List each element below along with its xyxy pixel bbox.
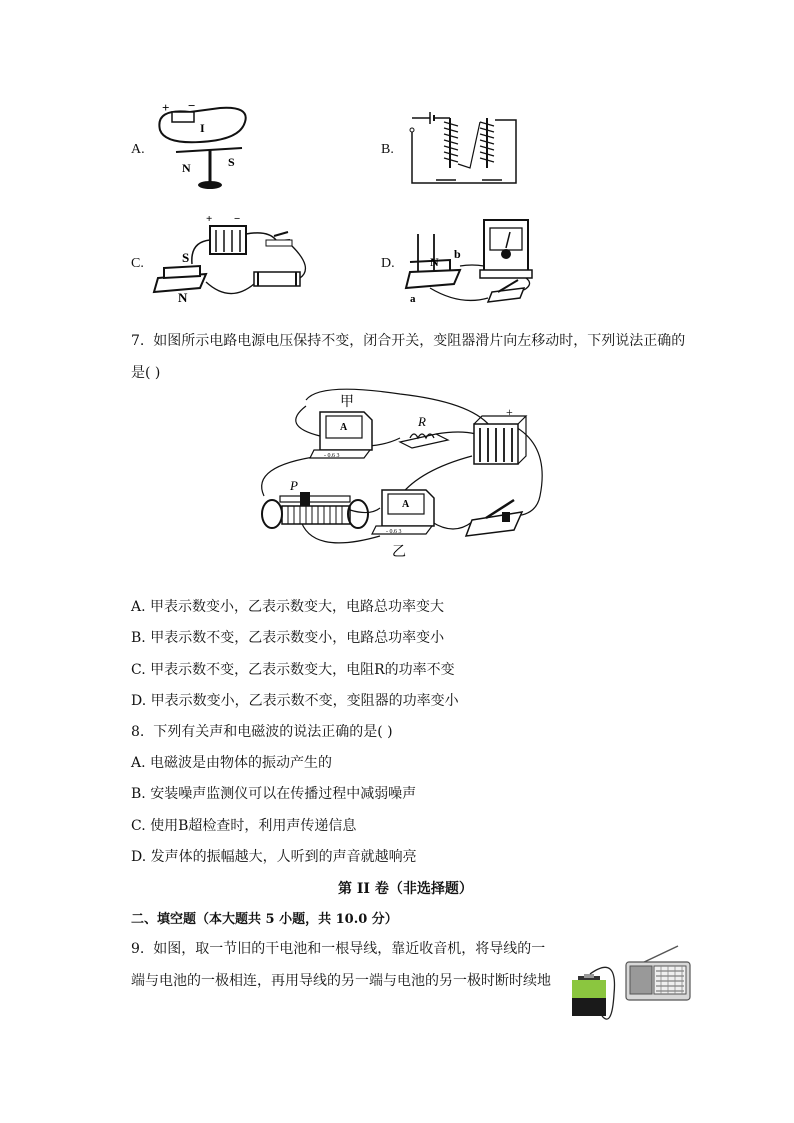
battery-wire-compass-figure (150, 100, 260, 195)
question-9-number: 9. (131, 941, 145, 957)
ammeter-yi-symbol: A (402, 499, 410, 510)
question-7-stem-line1: 如图所示电路电源电压保持不变，闭合开关，变阻器滑片向左移动时，下列说法正确的 (153, 333, 686, 349)
section-2-heading: 二、填空题（本大题共 5 小题，共 10.0 分） (131, 912, 398, 927)
ammeter-jia-scale: - 0.6 3 (324, 453, 340, 459)
battery-plus-label: + (506, 405, 513, 419)
south-pole-c-label: S (182, 250, 190, 265)
circuit-diagram-figure (240, 386, 550, 562)
ammeter-jia-label: 甲 (340, 395, 354, 410)
question-7-option-a: A. 甲表示数变小，乙表示数变大，电路总功率变大 (131, 599, 445, 615)
question-7-stem-line2: 是( ) (131, 365, 161, 381)
question-7-stem (131, 331, 685, 351)
ammeter-yi-label: 乙 (392, 545, 406, 560)
option-d-label: D. (381, 256, 395, 271)
resistor-r-label: R (418, 414, 426, 429)
question-7-option-b: B. 甲表示数不变，乙表示数变小，电路总功率变小 (131, 630, 445, 646)
current-label: I (200, 121, 205, 135)
slider-p-label: P (290, 478, 298, 493)
battery-radio-figure (568, 944, 694, 1028)
question-8-stem-text: 下列有关声和电磁波的说法正确的是( ) (153, 724, 393, 740)
question-8-option-d: D. 发声体的振幅越大，人听到的声音就越响亮 (131, 849, 417, 865)
question-8-option-b: B. 安装噪声监测仪可以在传播过程中减弱噪声 (131, 786, 417, 802)
question-7-option-d: D. 甲表示数变小，乙表示数不变，变阻器的功率变小 (131, 693, 459, 709)
conductor-a-label: a (410, 293, 416, 305)
question-7-number: 7. (131, 333, 145, 349)
question-8-option-a: A. 电磁波是由物体的振动产生的 (131, 755, 333, 771)
battery-magnet-switch-figure (150, 212, 320, 307)
minus-terminal-label: − (234, 213, 241, 225)
option-c-label: C. (131, 256, 144, 271)
generator-galvanometer-figure (400, 214, 535, 306)
north-pole-label: N (182, 161, 191, 175)
north-pole-c-label: N (178, 290, 188, 305)
ammeter-yi-scale: - 0.6 3 (386, 529, 402, 535)
question-7-option-c: C. 甲表示数不变，乙表示数变大，电阻R的功率不变 (131, 662, 455, 678)
minus-sign-label: − (188, 100, 196, 113)
conductor-b-label: b (454, 247, 461, 261)
ammeter-jia-symbol: A (340, 422, 348, 433)
north-pole-d-label: N (430, 255, 439, 269)
question-8-number: 8. (131, 724, 145, 740)
question-9-line1 (131, 939, 545, 959)
option-a-label: A. (131, 142, 145, 157)
question-9-text-line1: 如图，取一节旧的干电池和一根导线，靠近收音机，将导线的一 (153, 941, 546, 957)
part-2-title: 第 II 卷（非选择题） (338, 881, 473, 897)
electromagnets-series-figure (400, 108, 520, 188)
plus-sign-label: + (162, 100, 170, 115)
question-8-option-c: C. 使用B超检查时，利用声传递信息 (131, 818, 357, 834)
question-9-line2: 端与电池的一极相连，再用导线的另一端与电池的另一极时断时续地 (131, 973, 551, 989)
question-8-stem (131, 722, 393, 742)
option-b-label: B. (381, 142, 394, 157)
plus-terminal-label: + (206, 213, 213, 225)
south-pole-label: S (228, 155, 235, 169)
